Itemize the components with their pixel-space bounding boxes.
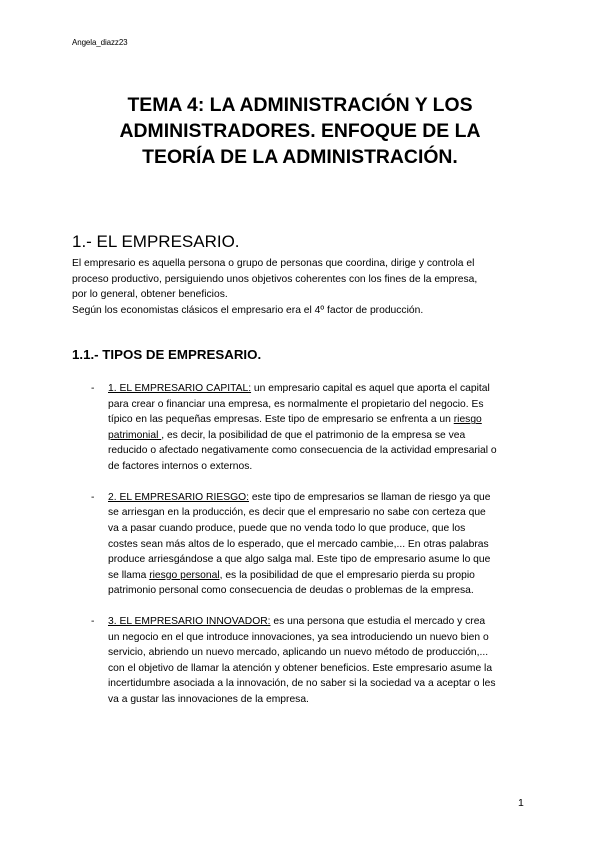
item-label: 2. EL EMPRESARIO RIESGO: (108, 491, 249, 503)
title-line: ADMINISTRADORES. ENFOQUE DE LA (119, 120, 481, 142)
item-text: , es la posibilidad de que el empresario pierda su propio (219, 569, 475, 581)
item-line: servicio, abriendo un nuevo mercado, aplicando un nuevo método de producción,... (108, 647, 489, 659)
title-line: TEORÍA DE LA ADMINISTRACIÓN. (142, 146, 458, 168)
item-line (108, 428, 542, 444)
item-line: costes sean más altos de lo esperado, que el mercado cambie,... En otras palabras (108, 538, 489, 550)
item-line: un negocio en el que introduce innovaciones, ya sea introduciendo un nuevo bien o (108, 631, 489, 643)
paragraph-line: El empresario es aquella persona o grupo de personas que coordina, dirige y controla el (72, 258, 475, 269)
underlined-term: patrimonial (108, 429, 162, 441)
bullet-dash: - (91, 491, 95, 503)
item-line: incertidumbre asociada a la innovación, de no saber si la sociedad va a aceptar o les (108, 678, 496, 690)
item-text: es una persona que estudia el mercado y crea (270, 616, 486, 628)
list-item-riesgo (72, 490, 542, 599)
item-label: 3. EL EMPRESARIO INNOVADOR: (108, 616, 271, 628)
empresario-types-list (72, 381, 542, 708)
item-text: se llama (108, 569, 150, 581)
item-line: reducido o afectado negativamente como consecuencia de la actividad empresarial o (108, 445, 497, 457)
intro-paragraph (72, 256, 532, 318)
section-heading-tipos: 1.1.- TIPOS DE EMPRESARIO. (72, 347, 262, 362)
item-text: , es decir, la posibilidad de que el patrimonio de la empresa se vea (161, 429, 466, 441)
underlined-term: riesgo personal (149, 569, 220, 581)
item-line (108, 412, 542, 428)
section-heading-empresario: 1.- EL EMPRESARIO. (72, 232, 240, 251)
paragraph-line: proceso productivo, persiguiendo unos objetivos coherentes con los fines de la empresa, (72, 273, 478, 285)
item-line (108, 568, 542, 584)
item-line: se arriesgan en la producción, es decir que el empresario no sabe con certeza que (108, 507, 486, 519)
item-line: va a gustar las innovaciones de la empresa. (108, 694, 309, 706)
item-line: con el objetivo de llamar la atención y obtener beneficios. Este empresario asume la (108, 662, 493, 674)
item-line: va a pasar cuando produce, puede que no venda todo lo que produce, que los (108, 522, 466, 534)
title-line: TEMA 4: LA ADMINISTRACIÓN Y LOS (127, 94, 473, 116)
item-line (108, 490, 542, 506)
page-number: 1 (518, 797, 524, 809)
item-line (108, 614, 542, 630)
item-line: de factores internos o externos. (108, 460, 253, 472)
item-text: un empresario capital es aquel que aporta el capital (251, 383, 490, 394)
item-line: patrimonio personal como consecuencia de deudas o problemas de la empresa. (108, 585, 474, 597)
item-text: este tipo de empresarios se llaman de riesgo ya que (248, 491, 491, 503)
item-line (108, 381, 542, 397)
paragraph-line: por lo general, obtener beneficios. (72, 289, 228, 301)
list-item-innovador (72, 614, 542, 708)
item-line: produce arriesgándose a que algo salga mal. Este tipo de empresario asume lo que (108, 554, 491, 566)
underlined-term: riesgo (453, 414, 482, 426)
item-line: para crear o financiar una empresa, es normalmente el propietario del negocio. Es (108, 398, 484, 410)
list-item-capital (72, 381, 542, 475)
item-label: 1. EL EMPRESARIO CAPITAL: (108, 383, 252, 394)
page-title (40, 92, 560, 170)
author-watermark: Angela_diazz23 (72, 38, 128, 47)
bullet-dash: - (91, 616, 95, 628)
bullet-dash: - (91, 383, 95, 394)
paragraph-line: Según los economistas clásicos el empresario era el 4º factor de producción. (72, 304, 424, 316)
item-text: típico en las pequeñas empresas. Este tipo de empresario se enfrenta a un (108, 414, 454, 426)
